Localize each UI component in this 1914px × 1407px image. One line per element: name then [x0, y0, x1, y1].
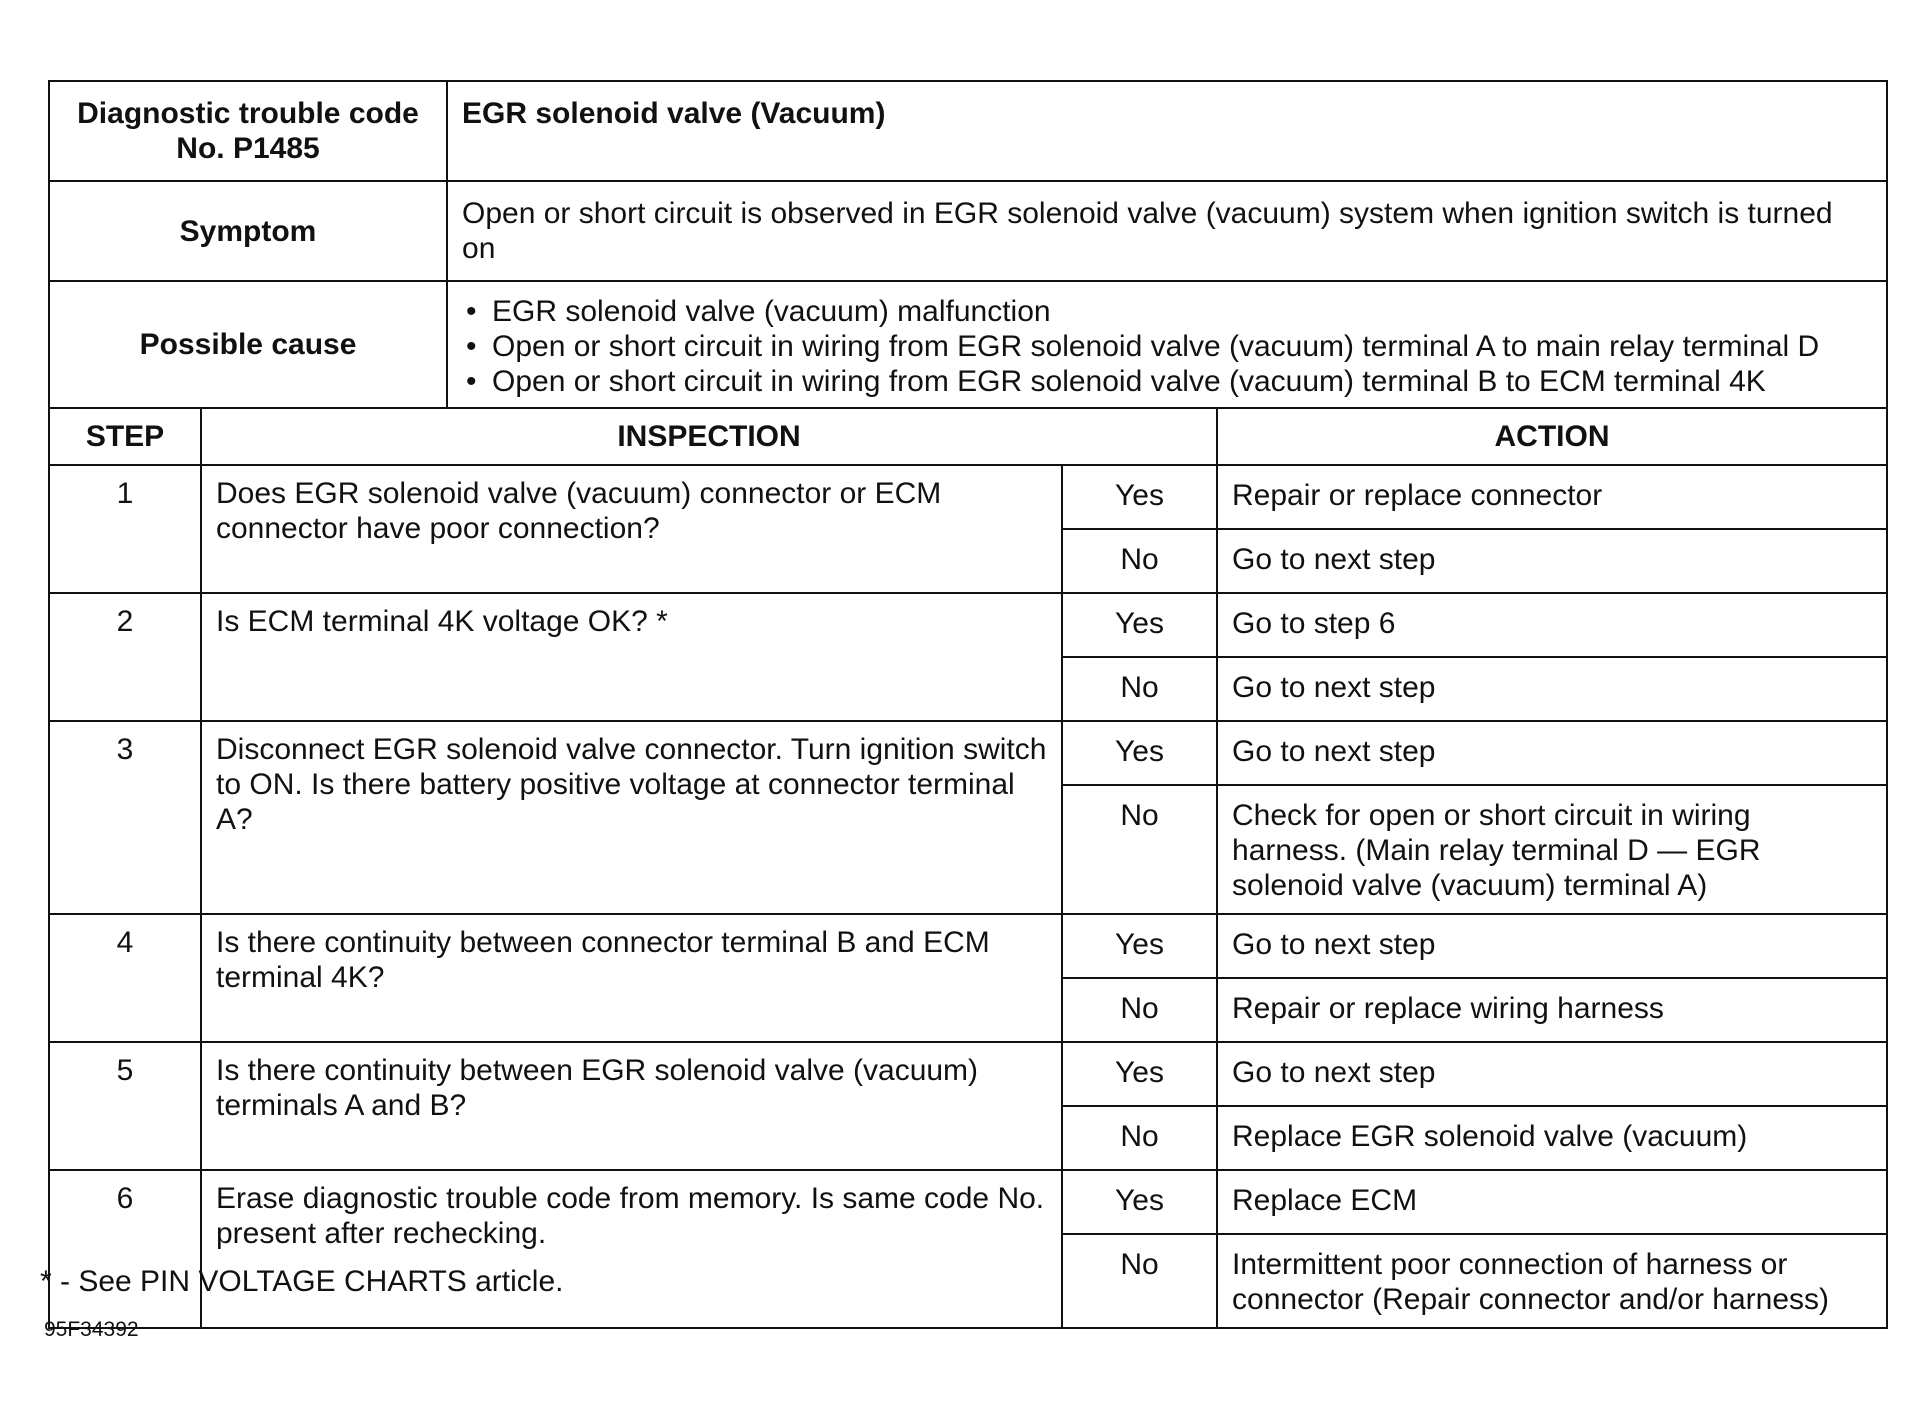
cause-label: Possible cause	[49, 281, 447, 408]
inspection-column-header: INSPECTION	[201, 408, 1217, 465]
yes-action: Go to next step	[1217, 721, 1887, 785]
step-number: 4	[49, 914, 201, 1042]
no-label: No	[1062, 1106, 1217, 1170]
yes-label: Yes	[1062, 1170, 1217, 1234]
cause-list	[448, 282, 1886, 407]
diagnostic-table	[48, 80, 1888, 1329]
cause-cell	[447, 281, 1887, 408]
yes-label: Yes	[1062, 465, 1217, 529]
cause-item: • Open or short circuit in wiring from EGR solenoid valve (vacuum) terminal A to main relay terminal D	[462, 329, 1872, 364]
step-number: 2	[49, 593, 201, 721]
no-action: Repair or replace wiring harness	[1217, 978, 1887, 1042]
no-action: Replace EGR solenoid valve (vacuum)	[1217, 1106, 1887, 1170]
no-label: No	[1062, 529, 1217, 593]
step-row	[49, 1170, 1887, 1234]
step-row	[49, 593, 1887, 657]
no-action: Go to next step	[1217, 657, 1887, 721]
symptom-row	[49, 181, 1887, 281]
step-row	[49, 1042, 1887, 1106]
code-label: Diagnostic trouble code No. P1485	[49, 81, 447, 181]
no-action: Go to next step	[1217, 529, 1887, 593]
footnote: * - See PIN VOLTAGE CHARTS article.	[40, 1265, 564, 1298]
step-column-header: STEP	[49, 408, 201, 465]
step-inspection: Is ECM terminal 4K voltage OK? *	[201, 593, 1062, 721]
action-column-header: ACTION	[1217, 408, 1887, 465]
figure-id: 95F34392	[44, 1318, 139, 1341]
step-number: 1	[49, 465, 201, 593]
code-row	[49, 81, 1887, 181]
yes-action: Go to next step	[1217, 1042, 1887, 1106]
cause-item: • EGR solenoid valve (vacuum) malfunction	[462, 294, 1872, 329]
step-inspection: Erase diagnostic trouble code from memory. Is same code No. present after rechecking.	[201, 1170, 1062, 1328]
yes-action: Go to step 6	[1217, 593, 1887, 657]
yes-label: Yes	[1062, 593, 1217, 657]
symptom-value: Open or short circuit is observed in EGR solenoid valve (vacuum) system when ignition switch is turned on	[447, 181, 1887, 281]
step-row	[49, 465, 1887, 529]
yes-action: Go to next step	[1217, 914, 1887, 978]
yes-action: Replace ECM	[1217, 1170, 1887, 1234]
step-number: 3	[49, 721, 201, 914]
yes-label: Yes	[1062, 721, 1217, 785]
diagnostic-table-sheet	[48, 80, 1886, 1329]
step-inspection: Is there continuity between EGR solenoid valve (vacuum) terminals A and B?	[201, 1042, 1062, 1170]
no-action: Check for open or short circuit in wiring harness. (Main relay terminal D — EGR solenoid valve (vacuum) terminal A)	[1217, 785, 1887, 914]
column-header-row	[49, 408, 1887, 465]
no-label: No	[1062, 785, 1217, 914]
cause-row	[49, 281, 1887, 408]
yes-label: Yes	[1062, 1042, 1217, 1106]
yes-action: Repair or replace connector	[1217, 465, 1887, 529]
step-inspection: Disconnect EGR solenoid valve connector. Turn ignition switch to ON. Is there battery positive voltage at connector terminal A?	[201, 721, 1062, 914]
step-row	[49, 721, 1887, 785]
step-row	[49, 914, 1887, 978]
no-action: Intermittent poor connection of harness or connector (Repair connector and/or harness)	[1217, 1234, 1887, 1328]
code-value: EGR solenoid valve (Vacuum)	[447, 81, 1887, 181]
no-label: No	[1062, 978, 1217, 1042]
step-number: 5	[49, 1042, 201, 1170]
step-inspection: Is there continuity between connector terminal B and ECM terminal 4K?	[201, 914, 1062, 1042]
symptom-label: Symptom	[49, 181, 447, 281]
yes-label: Yes	[1062, 914, 1217, 978]
no-label: No	[1062, 1234, 1217, 1328]
step-inspection: Does EGR solenoid valve (vacuum) connector or ECM connector have poor connection?	[201, 465, 1062, 593]
no-label: No	[1062, 657, 1217, 721]
step-number: 6	[49, 1170, 201, 1328]
cause-item: • Open or short circuit in wiring from EGR solenoid valve (vacuum) terminal B to ECM terminal 4K	[462, 364, 1872, 399]
